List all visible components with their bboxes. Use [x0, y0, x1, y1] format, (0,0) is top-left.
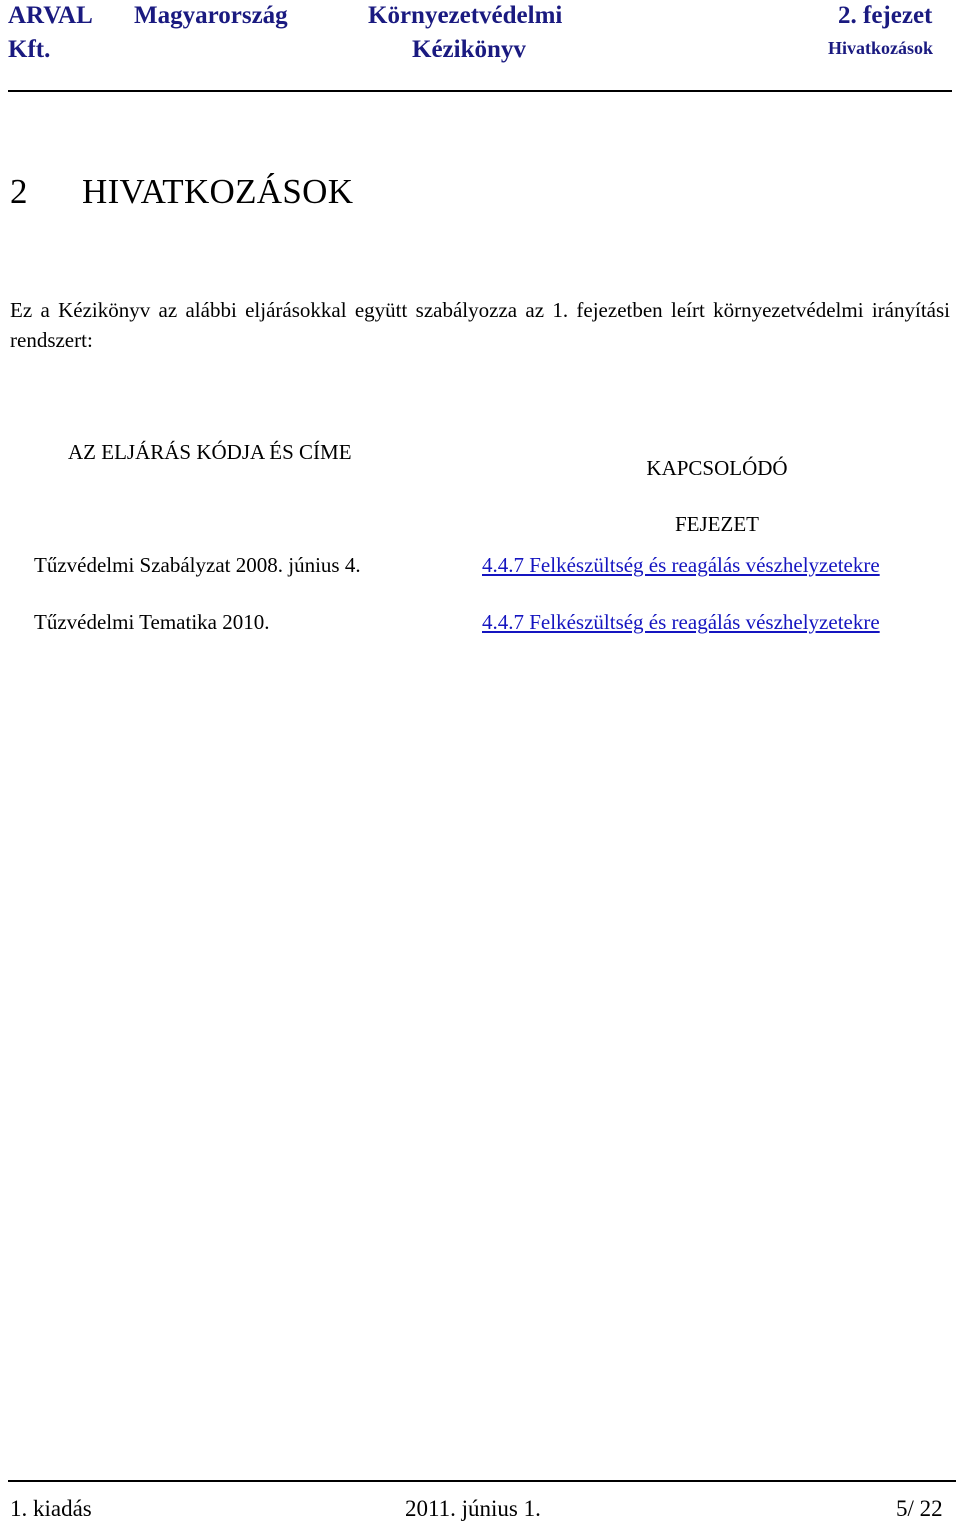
header-company-line2: Kft. — [8, 36, 51, 63]
table-row-2-procedure: Tűzvédelmi Tematika 2010. — [34, 610, 270, 634]
header-manual-line2: Kézikönyv — [412, 36, 526, 63]
header-rule — [8, 90, 952, 92]
header-chapter-line2: Hivatkozások — [828, 38, 934, 58]
chapter-title: HIVATKOZÁSOK — [82, 172, 354, 211]
header-manual-line1: Környezetvédelmi — [368, 2, 563, 29]
header-chapter-line1: 2. fejezet — [838, 2, 933, 29]
table-header-chapter-line2: FEJEZET — [675, 512, 759, 536]
table-header-procedure: AZ ELJÁRÁS KÓDJA ÉS CÍME — [68, 440, 352, 464]
footer-rule — [8, 1480, 956, 1482]
table-header-chapter — [482, 440, 952, 552]
footer-date: 2011. június 1. — [405, 1496, 541, 1521]
page-header — [0, 0, 960, 92]
table-row-2-chapter-link[interactable]: 4.4.7 Felkészültség és reagálás vészhelyzetekre — [482, 610, 880, 634]
table-row-1-chapter-link[interactable]: 4.4.7 Felkészültség és reagálás vészhelyzetekre — [482, 553, 880, 577]
header-company-part2: Magyarország — [134, 2, 288, 29]
table-header-chapter-line1: KAPCSOLÓDÓ — [646, 456, 788, 480]
footer-edition: 1. kiadás — [10, 1496, 92, 1521]
header-company-part1: ARVAL — [8, 2, 93, 29]
chapter-number: 2 — [10, 172, 28, 211]
chapter-heading — [10, 172, 353, 212]
table-row-1-procedure: Tűzvédelmi Szabályzat 2008. június 4. — [34, 553, 361, 577]
intro-paragraph: Ez a Kézikönyv az alábbi eljárásokkal együtt szabályozza az 1. fejezetben leírt környezetvédelmi irányítási rendszert: — [10, 298, 950, 352]
footer-page-number: 5/ 22 — [896, 1496, 943, 1521]
